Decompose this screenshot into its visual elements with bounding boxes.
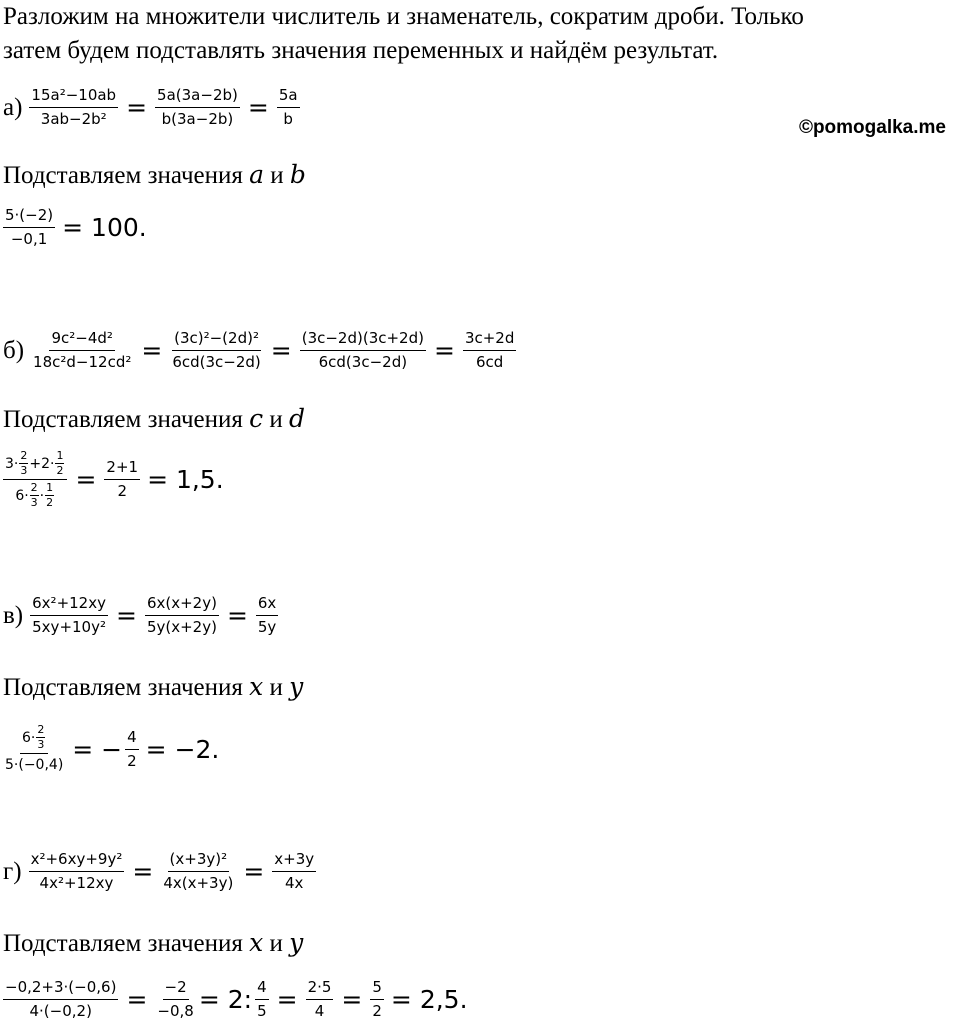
fraction: $\frac{\text{x²+6xy+9y²}}{\text{4x²+12xy}}$ xyxy=(30,850,123,892)
fraction: $\frac{1}{2}$ xyxy=(46,481,54,509)
fraction: $\frac{4}{5}$ xyxy=(257,978,267,1020)
part-v-calculation: 6· $\frac{2}{3}$ 5·(−0,4) = − $\frac{4}{2}$ = −2. xyxy=(5,723,220,773)
part-v-equation: в) $\frac{\text{6x²+12xy}}{\text{5xy+10y²}}$ = $\frac{6x(x+2y)}{5y(x+2y)}$ = $\frac{6x}{5y}$ xyxy=(3,594,277,636)
fraction: $\frac{\text{(x+3y)²}}{4x(x+3y)}$ xyxy=(163,850,234,892)
fraction: $\frac{-0,2+3\cdot(-0,6)}{4\cdot(-0,2)}$ xyxy=(5,978,117,1020)
fraction: $\frac{2+1}{2}$ xyxy=(106,458,139,500)
part-b-substitute-text: Подставляем значения c и d xyxy=(3,404,306,433)
part-g-equation: г) $\frac{\text{x²+6xy+9y²}}{\text{4x²+12xy}}$ = $\frac{\text{(x+3y)²}}{4x(x+3y)}$ = $\frac{x+3y}{4x}$ xyxy=(3,850,315,892)
fraction: $\frac{3c+2d}{6cd}$ xyxy=(464,329,515,371)
fraction: $\frac{\text{9c²−4d²}}{\text{18c²d−12cd²}}$ xyxy=(33,329,132,371)
fraction: $\frac{2}{3}$ xyxy=(20,449,28,477)
fraction: $\frac{2\cdot 5}{4}$ xyxy=(307,978,332,1020)
fraction: $\frac{\text{(3c)²−(2d)²}}{6cd(3c-2d)}$ xyxy=(172,329,261,371)
part-b-calculation: 3· $\frac{2}{3}$ +2· $\frac{1}{2}$ 6· $\frac{2}{3}$ · $\frac{1}{2}$ = $\frac{2+1}{2}$ = 1,5. xyxy=(5,449,224,509)
fraction: $\frac{5a}{b}$ xyxy=(278,86,298,128)
fraction: $\frac{-2}{-0,8}$ xyxy=(157,978,194,1020)
fraction: $\frac{2}{3}$ xyxy=(30,481,38,509)
part-g-calculation: $\frac{-0,2+3\cdot(-0,6)}{4\cdot(-0,2)}$ = $\frac{-2}{-0,8}$ = 2: $\frac{4}{5}$ = $\frac{2\cdot 5}{4}$ = $\frac{5}{2}$ = 2,5. xyxy=(5,978,468,1020)
part-a-calculation: $\frac{5\cdot(-2)}{-0,1}$ = 100. xyxy=(5,206,147,248)
part-g-label: г) xyxy=(3,857,22,885)
fraction: $\frac{1}{2}$ xyxy=(56,449,64,477)
fraction: $\frac{(3c-2d)(3c+2d)}{6cd(3c-2d)}$ xyxy=(301,329,424,371)
fraction: $\frac{6x(x+2y)}{5y(x+2y)}$ xyxy=(146,594,217,636)
fraction: $\frac{6x}{5y}$ xyxy=(257,594,277,636)
fraction: $\frac{\text{15a²−10ab}}{\text{3ab−2b²}}$ xyxy=(31,86,117,128)
fraction: $\frac{\text{6x²+12xy}}{\text{5xy+10y²}}$ xyxy=(32,594,106,636)
fraction: 6· $\frac{2}{3}$ 5·(−0,4) xyxy=(5,723,64,773)
fraction: $\frac{4}{2}$ xyxy=(127,727,137,770)
fraction: $\frac{5a(3a-2b)}{b(3a-2b)}$ xyxy=(157,86,238,128)
watermark: ©pomogalka.me xyxy=(798,117,946,138)
fraction: $\frac{5\cdot(-2)}{-0,1}$ xyxy=(5,206,54,248)
part-b-label: б) xyxy=(3,336,25,364)
part-a-substitute-text: Подставляем значения a и b xyxy=(3,160,306,189)
part-a-equation: а) $\frac{\text{15a²−10ab}}{\text{3ab−2b²}}$ = $\frac{5a(3a-2b)}{b(3a-2b)}$ = $\frac{5a}{b}$ xyxy=(3,86,298,128)
part-v-label: в) xyxy=(3,601,24,629)
part-b-equation: б) $\frac{\text{9c²−4d²}}{\text{18c²d−12cd²}}$ = $\frac{\text{(3c)²−(2d)²}}{6cd(3c-2d)}$ = $\frac{(3c-2d)(3c+2d)}{6cd(3c-2d)}$ = $\frac{3c+2d}{6cd}$ xyxy=(3,329,515,371)
part-g-substitute-text: Подставляем значения x и y xyxy=(3,928,304,957)
part-v-substitute-text: Подставляем значения x и y xyxy=(3,672,304,701)
fraction: $\frac{2}{3}$ xyxy=(37,723,45,751)
intro-line-1: Разложим на множители числитель и знаменатель, сократим дроби. Только xyxy=(3,3,804,30)
part-a-label: а) xyxy=(3,93,23,121)
intro-line-2: затем будем подставлять значения переменных и найдём результат. xyxy=(3,37,719,64)
fraction: 3· $\frac{2}{3}$ +2· $\frac{1}{2}$ 6· $\frac{2}{3}$ · $\frac{1}{2}$ xyxy=(3,450,67,509)
fraction: $\frac{x+3y}{4x}$ xyxy=(274,850,315,892)
fraction: $\frac{5}{2}$ xyxy=(372,978,382,1020)
